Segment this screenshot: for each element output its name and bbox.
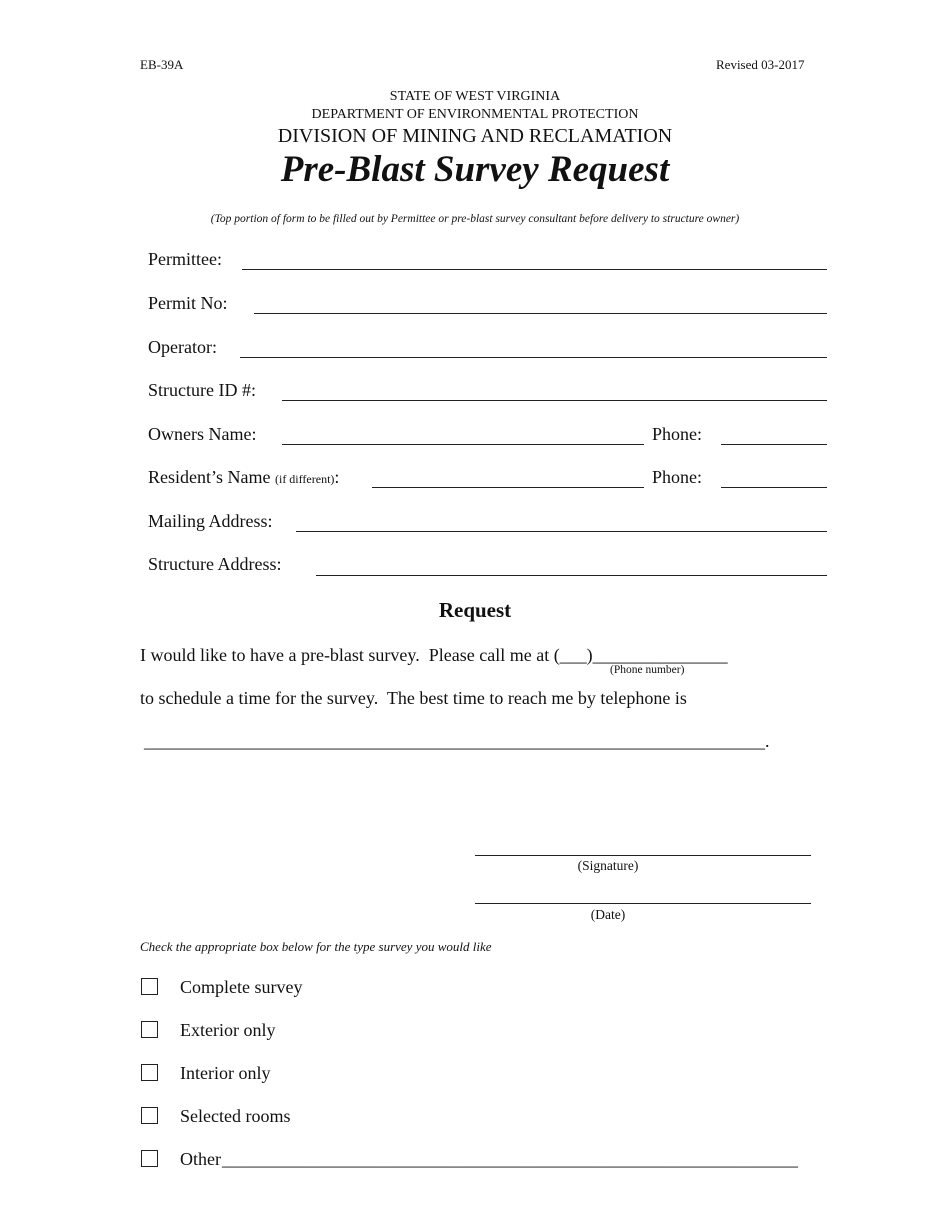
permit-no-field[interactable] bbox=[254, 313, 827, 314]
revised-date: Revised 03-2017 bbox=[716, 57, 805, 72]
phone-number-caption: (Phone number) bbox=[610, 664, 685, 676]
structure-address-field[interactable] bbox=[316, 575, 827, 576]
selected-rooms-label: Selected rooms bbox=[180, 1106, 291, 1126]
residents-name-label bbox=[148, 467, 339, 488]
structure-id-field[interactable] bbox=[282, 400, 827, 401]
date-caption: (Date) bbox=[590, 907, 626, 922]
permittee-field[interactable] bbox=[242, 269, 827, 270]
owner-phone-label: Phone: bbox=[652, 424, 703, 444]
complete-survey-label: Complete survey bbox=[180, 977, 303, 997]
signature-line[interactable] bbox=[475, 855, 811, 856]
owner-phone-field[interactable] bbox=[721, 444, 827, 445]
form-instruction: (Top portion of form to be filled out by Permittee or pre-blast survey consultant before delivery to structure owner) bbox=[210, 213, 740, 225]
owners-name-label: Owners Name: bbox=[148, 424, 257, 444]
residents-name-text: Resident’s Name bbox=[148, 467, 271, 487]
resident-phone-label: Phone: bbox=[652, 467, 703, 487]
division-name: DIVISION OF MINING AND RECLAMATION bbox=[277, 125, 673, 147]
exterior-only-label: Exterior only bbox=[180, 1020, 276, 1040]
department-name: DEPARTMENT OF ENVIRONMENTAL PROTECTION bbox=[311, 107, 639, 122]
permit-no-label: Permit No: bbox=[148, 293, 228, 313]
form-code: EB-39A bbox=[140, 57, 184, 72]
structure-address-label: Structure Address: bbox=[148, 554, 282, 574]
mailing-address-field[interactable] bbox=[296, 531, 827, 532]
residents-name-colon: : bbox=[334, 467, 340, 487]
residents-name-field[interactable] bbox=[372, 487, 644, 488]
other-input-line[interactable]: ________________________________________________________________ bbox=[222, 1149, 798, 1169]
residents-name-note: (if different) bbox=[274, 472, 335, 486]
date-line[interactable] bbox=[475, 903, 811, 904]
state-name: STATE OF WEST VIRGINIA bbox=[389, 89, 561, 104]
permittee-label: Permittee: bbox=[148, 249, 222, 269]
exterior-only-checkbox[interactable] bbox=[141, 1021, 158, 1038]
selected-rooms-checkbox[interactable] bbox=[141, 1107, 158, 1124]
request-heading: Request bbox=[438, 598, 512, 622]
operator-field[interactable] bbox=[240, 357, 827, 358]
other-label: Other bbox=[180, 1149, 221, 1169]
interior-only-checkbox[interactable] bbox=[141, 1064, 158, 1081]
interior-only-label: Interior only bbox=[180, 1063, 271, 1083]
complete-survey-checkbox[interactable] bbox=[141, 978, 158, 995]
request-line-1: I would like to have a pre-blast survey. Please call me at (___)_______________ bbox=[140, 645, 728, 665]
resident-phone-field[interactable] bbox=[721, 487, 827, 488]
signature-caption: (Signature) bbox=[577, 858, 639, 873]
owners-name-field[interactable] bbox=[282, 444, 644, 445]
structure-id-label: Structure ID #: bbox=[148, 380, 256, 400]
survey-type-instruction: Check the appropriate box below for the type survey you would like bbox=[140, 939, 492, 954]
mailing-address-label: Mailing Address: bbox=[148, 511, 273, 531]
request-line-2: to schedule a time for the survey. The best time to reach me by telephone is bbox=[140, 688, 687, 708]
other-checkbox[interactable] bbox=[141, 1150, 158, 1167]
operator-label: Operator: bbox=[148, 337, 217, 357]
page-title: Pre-Blast Survey Request bbox=[280, 149, 670, 190]
best-time-line[interactable]: _____________________________________________________________________. bbox=[144, 731, 770, 751]
